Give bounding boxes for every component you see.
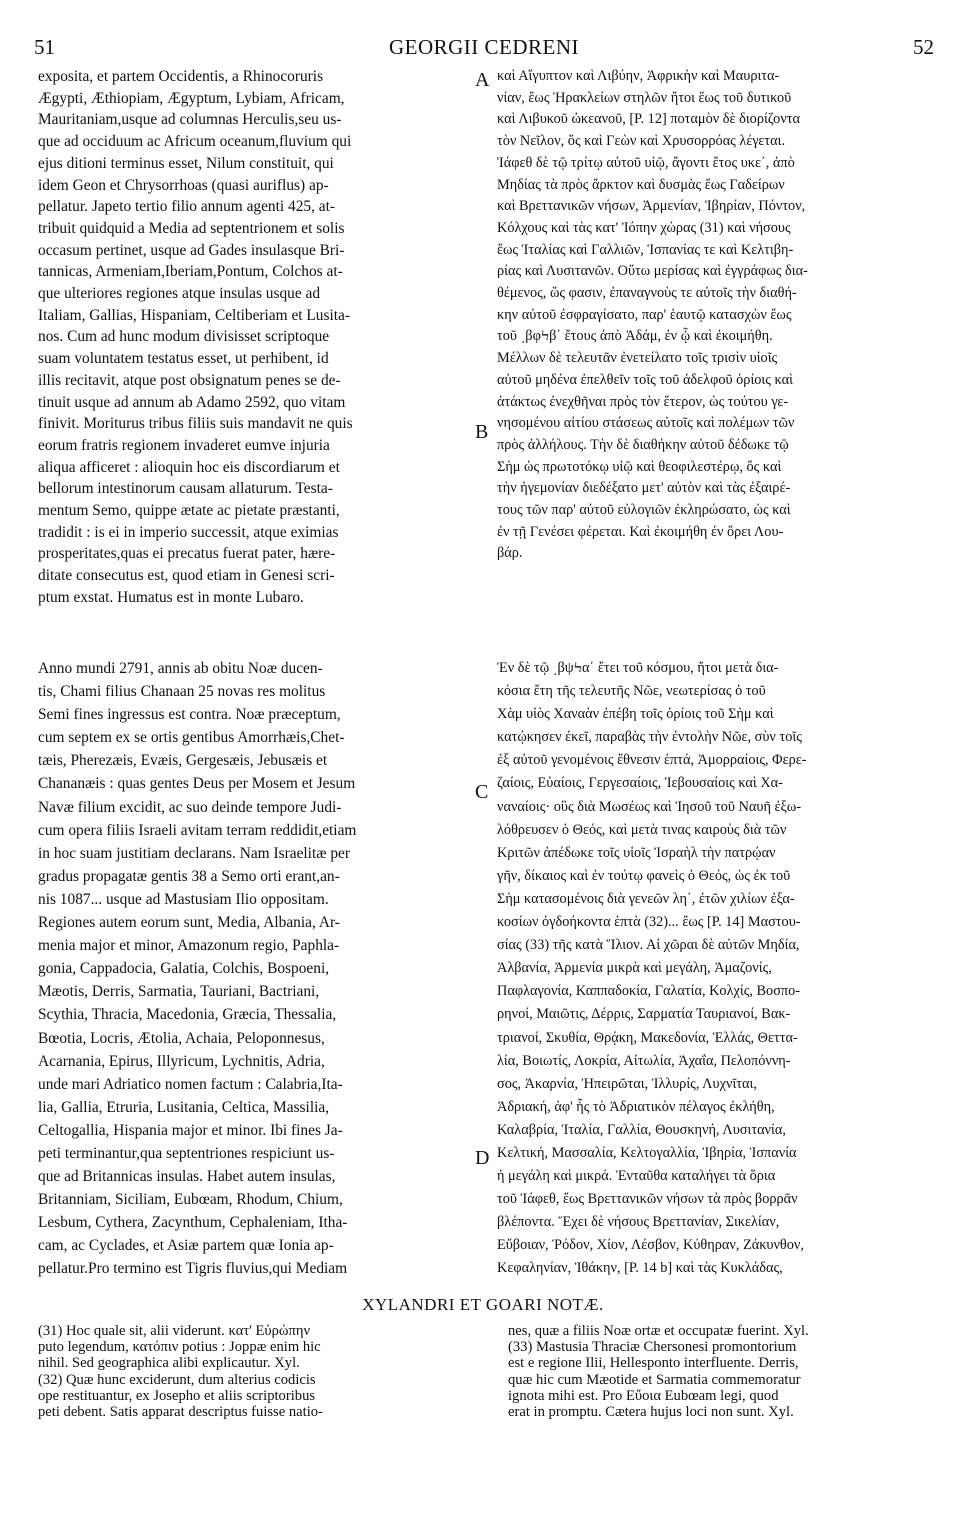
greek-text-line: ἐν τῇ Γενέσει φέρεται. Καὶ ἐκοιμήθη ἐν ὄρει Λου- [497, 523, 784, 540]
note-line: peti debent. Satis apparat descriptus fuisse natio- [38, 1404, 323, 1421]
greek-column-lower [497, 657, 938, 1281]
latin-text-line: idem Geon et Chrysorrhoas (quasi auriflus) ap- [38, 176, 329, 194]
greek-text-line: ναναίοις· οὓς διὰ Μωσέως καὶ Ἰησοῦ τοῦ Ναυῆ ἐξω- [497, 798, 802, 815]
latin-text-line: que ad Britannicas insulas. Habet autem insulas, [38, 1168, 336, 1186]
latin-text-line: cum opera filiis Israeli avitam terram reddidit,etiam [38, 821, 357, 839]
note-line: (31) Hoc quale sit, alii viderunt. κατ' Εὐρώπην [38, 1323, 311, 1339]
greek-text-line: ἡ μεγάλη καὶ μικρά. Ἐνταῦθα καταλήγει τὰ ὅρια [497, 1168, 776, 1185]
margin-letter-d: D [475, 1147, 490, 1169]
latin-text-line: Semi fines ingressus est contra. Noæ præceptum, [38, 706, 341, 724]
latin-text-line: pellatur.Pro termino est Tigris fluvius,qui Mediam [38, 1260, 348, 1278]
page-header [34, 34, 934, 60]
greek-text-line: κόσια ἔτη τῆς τελευτῆς Νῶε, νεωτερίσας ὁ τοῦ [497, 683, 766, 700]
margin-letter-a: A [475, 69, 490, 91]
greek-text-line: αὐτοῦ μηδένα ἐπελθεῖν τοῖς τοῦ ἀδελφοῦ ὁρίοις καὶ [497, 371, 793, 388]
margin-letter-b: B [475, 421, 489, 443]
latin-text-line: suam voluntatem testatus esset, ut perhibent, id [38, 350, 329, 368]
greek-text-line: κοσίων ὀγδοήκοντα ἑπτὰ (32)... ἕως [P. 14] Μαστου- [497, 914, 801, 931]
latin-text-line: ptum exstat. Humatus est in monte Lubaro. [38, 588, 304, 606]
latin-text-line: que ulteriores regiones atque insulas usque ad [38, 285, 321, 303]
latin-text-line: aliqua afficeret : alioquin hoc eis discordiarum et [38, 458, 340, 476]
latin-text-line: tribuit quidquid a Media ad septentrionem et solis [38, 219, 345, 237]
page-number-left: 51 [34, 35, 55, 59]
greek-text-line: Μηδίας τὰ πρὸς ἄρκτον καὶ δυσμὰς ἕως Γαδείρων [497, 176, 785, 193]
latin-text-line: Ægypti, Æthiopiam, Ægyptum, Lybiam, Africam, [38, 89, 345, 107]
greek-text-line: Παφλαγονία, Καππαδοκία, Γαλατία, Κολχίς, Βοσπο- [497, 983, 801, 1000]
greek-text-line: τοῦ Ἰάφεθ, ἕως Βρεττανικῶν νήσων τὰ πρὸς βορρᾶν [497, 1191, 798, 1208]
latin-text-line: Anno mundi 2791, annis ab obitu Noæ ducen- [38, 660, 323, 677]
notes-left-column [38, 1323, 478, 1420]
latin-text-line: unde mari Adriatico nomen factum : Calabria,Ita- [38, 1075, 343, 1093]
greek-text-line: Εὔβοιαν, Ῥόδον, Χίον, Λέσβον, Κύθηραν, Ζάκυνθον, [497, 1237, 804, 1254]
greek-text-line: γῆν, δίκαιος καὶ ἐν τούτῳ φανεὶς ὁ Θεός, ὡς ἐκ τοῦ [497, 867, 791, 884]
latin-text-line: gonia, Cappadocia, Galatia, Colchis, Bospoeni, [38, 960, 330, 978]
latin-text-line: nis 1087... usque ad Mastusiam Ilio oppositam. [38, 890, 329, 908]
greek-text-line: Κεφαληνίαν, Ἰθάκην, [P. 14 b] καὶ τὰς Κυκλάδας, [497, 1260, 783, 1277]
latin-text-line: que ad occiduum ac Africum oceanum,fluvium qui [38, 133, 352, 151]
latin-text-line: tæis, Pherezæis, Evæis, Gergesæis, Jebusæis et [38, 752, 328, 770]
greek-text-line: Κόλχους καὶ τὰς κατ' Ἰόπην χώρας (31) καὶ νήσους [497, 219, 791, 236]
notes-right-column [508, 1323, 938, 1420]
latin-text-line: prosperitates,quas ei precatus fuerat pater, hære- [38, 545, 336, 563]
latin-text-line: exposita, et partem Occidentis, a Rhinocoruris [38, 68, 324, 85]
greek-text-line: Ἀλβανία, Ἀρμενία μικρὰ καὶ μεγάλη, Ἀμαζονίς, [497, 960, 772, 977]
latin-text-line: Mauritaniam,usque ad columnas Herculis,seu us- [38, 111, 342, 129]
greek-text-line: λόθρευσεν ὁ Θεός, καὶ μετὰ τινας καιροὺς διὰ τῶν [497, 821, 787, 838]
latin-text-line: peti terminantur,qua septentriones respiciunt us- [38, 1144, 335, 1162]
greek-text-line: τοῦ ͵βφϞβ΄ ἔτους ἀπὸ Ἀδάμ, ἐν ᾧ καὶ ἐκοιμήθη. [497, 328, 773, 345]
greek-text-line: Ἀδριακή, ἀφ' ἧς τὸ Ἀδριατικὸν πέλαγος ἐκλήθη, [497, 1098, 775, 1115]
latin-text-line: cam, ac Cyclades, et Asiæ partem quæ Ionia ap- [38, 1237, 334, 1255]
greek-text-line: Καλαβρία, Ἰταλία, Γαλλία, Θουσκηνή, Λυσιτανία, [497, 1121, 786, 1138]
notes-title: XYLANDRI ET GOARI NOTÆ. [362, 1295, 604, 1314]
latin-text-line: tannicas, Armeniam,Iberiam,Pontum, Colchos at- [38, 263, 343, 281]
latin-text-line: Navæ filium excidit, ac suo deinde tempore Judi- [38, 798, 342, 816]
greek-text-line: βλέποντα. Ἔχει δὲ νήσους Βρεττανίαν, Σικελίαν, [497, 1214, 780, 1231]
greek-text-line: Χὰμ υἱὸς Χαναὰν ἐπέβη τοῖς ὁρίοις τοῦ Σὴμ καὶ [497, 706, 774, 723]
greek-text-line: σος, Ἀκαρνία, Ἠπειρῶται, Ἰλλυρίς, Λυχνῖται, [497, 1075, 757, 1092]
greek-text-line: πρὸς ἀλλήλους. Τὴν δὲ διαθήκην αὐτοῦ δέδωκε τῷ [497, 436, 789, 453]
greek-text-line: Κριτῶν ἀπέδωκε τοῖς υἱοῖς Ἰσραὴλ τὴν πατρῴαν [497, 844, 776, 861]
running-title: GEORGII CEDRENI [388, 35, 580, 59]
page-number-right: 52 [913, 35, 934, 59]
latin-text-line: in hoc suam justitiam declarans. Nam Israelitæ per [38, 844, 350, 862]
note-line: nihil. Sed geographica alibi explicautur. Xyl. [38, 1355, 300, 1372]
latin-text-line: cum septem ex se ortis gentibus Amorrhæis,Chet- [38, 729, 345, 747]
latin-text-line: illis recitavit, atque post obsignatum penes se de- [38, 371, 341, 389]
latin-text-line: Scythia, Thracia, Macedonia, Græcia, Thessalia, [38, 1006, 337, 1024]
latin-text-line: pellatur. Japeto tertio filio annum agenti 425, at- [38, 198, 336, 216]
greek-text-line: νησομένου αἰτίου στάσεως αὐτοῖς καὶ πολέμων τῶν [497, 415, 795, 432]
greek-text-line: ἐξ αὐτοῦ γενομένοις ἔθνεσιν ἑπτά, Ἀμορραίοις, Φερε- [497, 752, 807, 769]
greek-text-line: ρίας καὶ Λυσιτανῶν. Οὕτω μερίσας καὶ ἐγγράφως δια- [497, 263, 808, 280]
greek-text-line: Ἐν δὲ τῷ ͵βψϞα΄ ἔτει τοῦ κόσμου, ἤτοι μετὰ δια- [497, 660, 779, 676]
latin-text-line: Italiam, Gallias, Hispaniam, Celtiberiam et Lusita- [38, 306, 350, 324]
margin-letter-c: C [475, 781, 489, 803]
latin-text-line: Bœotia, Locris, Ætolia, Achaia, Peloponnesus, [38, 1029, 325, 1047]
latin-text-line: menia major et minor, Amazonum regio, Paphla- [38, 937, 340, 955]
greek-text-line: νίαν, ἕως Ἡρακλείων στηλῶν ἤτοι ἕως τοῦ δυτικοῦ [497, 89, 792, 106]
greek-text-line: τὸν Νεῖλον, ὅς καὶ Γεὼν καὶ Χρυσορρόας λέγεται. [497, 133, 786, 150]
latin-text-line: ditate consecutus est, quod etiam in Genesi scri- [38, 567, 335, 585]
latin-column-upper [38, 66, 468, 609]
latin-text-line: mentum Semo, quippe ætate ac pietate præstanti, [38, 502, 340, 520]
note-line: puto legendum, κατόπιν potius : Joppæ enim hic [38, 1339, 321, 1356]
greek-text-line: λία, Βοιωτίς, Λοκρία, Αἰτωλία, Ἀχαΐα, Πελοπόννη- [497, 1052, 791, 1069]
latin-text-line: Acarnania, Epirus, Illyricum, Lychnitis, Adria, [38, 1052, 325, 1070]
note-line: erat in promptu. Cætera hujus loci non sunt. Xyl. [508, 1404, 794, 1421]
greek-text-line: βάρ. [497, 545, 523, 562]
latin-text-line: tradidit : is ei in imperio successit, atque eximias [38, 523, 339, 541]
greek-text-line: ἀτάκτως ἐνεχθῆναι πρὸς τὸν ἕτερον, ὡς τούτου γε- [497, 393, 789, 410]
latin-text-line: Lesbum, Cythera, Zacynthum, Cephaleniam, Itha- [38, 1214, 348, 1232]
latin-text-line: occasum pertinet, usque ad Gades insulasque Bri- [38, 241, 345, 259]
latin-text-line: finivit. Moriturus tribus filiis suis mandavit ne quis [38, 415, 353, 433]
greek-text-line: ρηνοί, Μαιῶτις, Δέρρις, Σαρματία Ταυριανοί, Βακ- [497, 1006, 791, 1023]
greek-text-line: ἕως Ἰταλίας καὶ Γαλλιῶν, Ἱσπανίας τε καὶ Κελτιβη- [497, 241, 794, 258]
latin-text-line: Celtogallia, Hispania major et minor. Ibi fines Ja- [38, 1121, 343, 1139]
greek-text-line: Ἰάφεθ δὲ τῷ τρίτῳ αὐτοῦ υἱῷ, ἄγοντι ἔτος υκε΄, ἀπὸ [497, 154, 795, 171]
greek-text-line: Σὴμ κατασομένοις διὰ γενεῶν λη΄, ἐτῶν χιλίων ἐξα- [497, 890, 795, 907]
latin-text-line: bellorum intestinorum causam allaturum. Testa- [38, 480, 333, 498]
latin-text-line: tis, Chami filius Chanaan 25 novas res molitus [38, 683, 326, 701]
greek-text-line: κατῴκησεν ἐκεῖ, παραβὰς τὴν ἐντολὴν Νῶε, σὺν τοῖς [497, 729, 802, 746]
note-line: est e regione Ilii, Hellesponto interfluente. Derris, [508, 1355, 799, 1372]
greek-text-line: ζαίοις, Εὐαίοις, Γεργεσαίοις, Ἰεβουσαίοις καὶ Χα- [497, 775, 783, 792]
latin-column-lower [38, 657, 468, 1281]
greek-text-line: καὶ Αἴγυπτον καὶ Λιβύην, Ἀφρικὴν καὶ Μαυριτα- [497, 68, 780, 84]
greek-text-line: σίας (33) τῆς κατὰ Ἴλιον. Αἱ χῶραι δὲ αὐτῶν Μηδία, [497, 937, 800, 954]
greek-text-line: τους τῶν παρ' αὐτοῦ εὐλογιῶν ἐκληρώσατο, ὡς καὶ [497, 502, 791, 519]
note-line: (32) Quæ hunc exciderunt, dum alterius codicis [38, 1371, 316, 1388]
greek-text-line: τριανοί, Σκυθία, Θρᾴκη, Μακεδονία, Ἑλλάς, Θεττα- [497, 1029, 798, 1046]
note-line: quæ hic cum Mæotide et Sarmatia commemoratur [508, 1371, 801, 1388]
greek-text-line: καὶ Βρεττανικῶν νήσων, Ἀρμενίαν, Ἰβηρίαν, Πόντον, [497, 198, 806, 215]
note-line: nes, quæ a filiis Noæ ortæ et occupatæ fuerint. Xyl. [508, 1323, 809, 1339]
latin-text-line: tinuit usque ad annum ab Adamo 2592, quo vitam [38, 393, 346, 411]
latin-text-line: ejus ditioni terminus esset, Nilum constituit, qui [38, 154, 334, 172]
latin-text-line: eorum fratris regionem invaderet eumve injuria [38, 436, 330, 454]
greek-text-line: τὴν ἡγεμονίαν διεδέξατο μετ' αὐτὸν καὶ τὰς ἐξαιρέ- [497, 480, 791, 497]
latin-text-line: nos. Cum ad hunc modum divisisset scriptoque [38, 328, 330, 346]
greek-text-line: κην αὐτοῦ ἐσφραγίσατο, παρ' ἑαυτῷ κατασχὼν ἕως [497, 306, 792, 323]
greek-column-upper [497, 66, 938, 565]
greek-text-line: Κελτική, Μασσαλία, Κελτογαλλία, Ἰβηρία, Ἱσπανία [497, 1144, 797, 1161]
latin-text-line: Mæotis, Derris, Sarmatia, Tauriani, Bactriani, [38, 983, 320, 1001]
latin-text-line: gradus propagatæ gentis 38 a Semo orti erant,an- [38, 867, 340, 885]
note-line: (33) Mastusia Thraciæ Chersonesi promontorium [508, 1339, 797, 1356]
latin-text-line: Regiones autem eorum sunt, Media, Albania, Ar- [38, 914, 340, 932]
greek-text-line: θέμενος, ὥς φασιν, ἐπαναγνοὺς τε αὐτοῖς τὴν διαθή- [497, 285, 797, 302]
greek-text-line: Μέλλων δὲ τελευτᾶν ἐνετείλατο τοῖς τρισὶν υἱοῖς [497, 350, 778, 367]
latin-text-line: Chananæis : quas gentes Deus per Mosem et Jesum [38, 775, 356, 793]
greek-text-line: Σὴμ ὡς πρωτοτόκῳ υἱῷ καὶ θεοφιλεστέρῳ, ὅς καὶ [497, 458, 782, 475]
note-line: ignota mihi est. Pro Εὔοια Eubœam legi, quod [508, 1387, 779, 1404]
greek-text-line: καὶ Λιβυκοῦ ὠκεανοῦ, [P. 12] ποταμὸν δὲ διορίζοντα [497, 111, 801, 128]
note-line: ope restituantur, ex Josepho et aliis scriptoribus [38, 1387, 316, 1404]
latin-text-line: lia, Gallia, Etruria, Lusitania, Celtica, Massilia, [38, 1098, 330, 1116]
latin-text-line: Britanniam, Siciliam, Eubœam, Rhodum, Chium, [38, 1191, 343, 1209]
